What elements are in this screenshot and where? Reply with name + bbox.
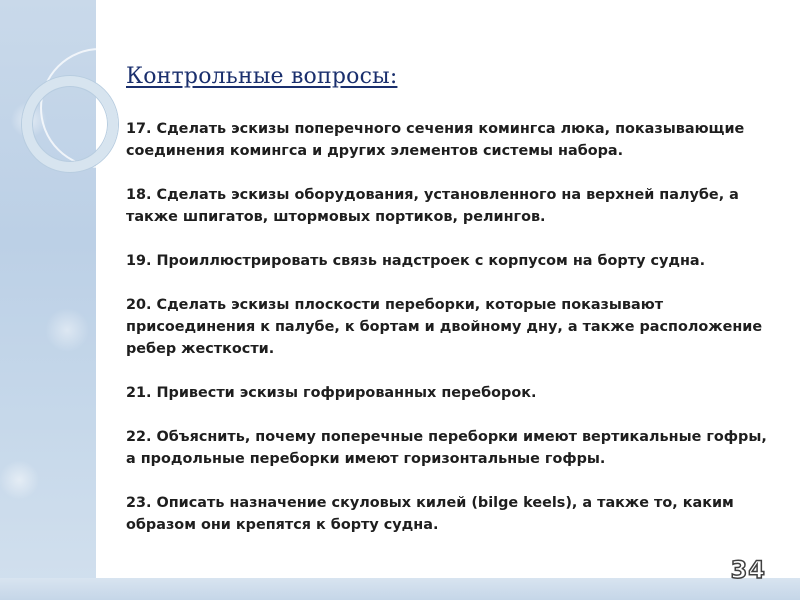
question-item: 17. Сделать эскизы поперечного сечения комингса люка, показывающие соединения комингса и других элементов системы набора. bbox=[126, 121, 745, 159]
question-item: 18. Сделать эскизы оборудования, установленного на верхней палубе, а также шпигатов, штормовых портиков, релингов. bbox=[126, 187, 739, 225]
question-item: 21. Привести эскизы гофрированных переборок. bbox=[126, 385, 537, 401]
slide-title: Контрольные вопросы: bbox=[126, 64, 398, 89]
question-item: 19. Проиллюстрировать связь надстроек с корпусом на борту судна. bbox=[126, 253, 706, 269]
question-item: 22. Объяснить, почему поперечные переборки имеют вертикальные гофры, а продольные переборки имеют горизонтальные гофры. bbox=[126, 429, 767, 467]
question-item: 23. Описать назначение скуловых килей (bilge keels), а также то, каким образом они крепятся к борту судна. bbox=[126, 495, 734, 533]
page-number: 34 bbox=[730, 556, 766, 584]
decorative-bottom-band bbox=[0, 578, 800, 600]
decorative-ring-icon bbox=[22, 76, 118, 172]
question-list bbox=[126, 118, 774, 558]
question-item: 20. Сделать эскизы плоскости переборки, которые показывают присоединения к палубе, к бортам и двойному дну, а также расположение ребер жесткости. bbox=[126, 297, 763, 357]
